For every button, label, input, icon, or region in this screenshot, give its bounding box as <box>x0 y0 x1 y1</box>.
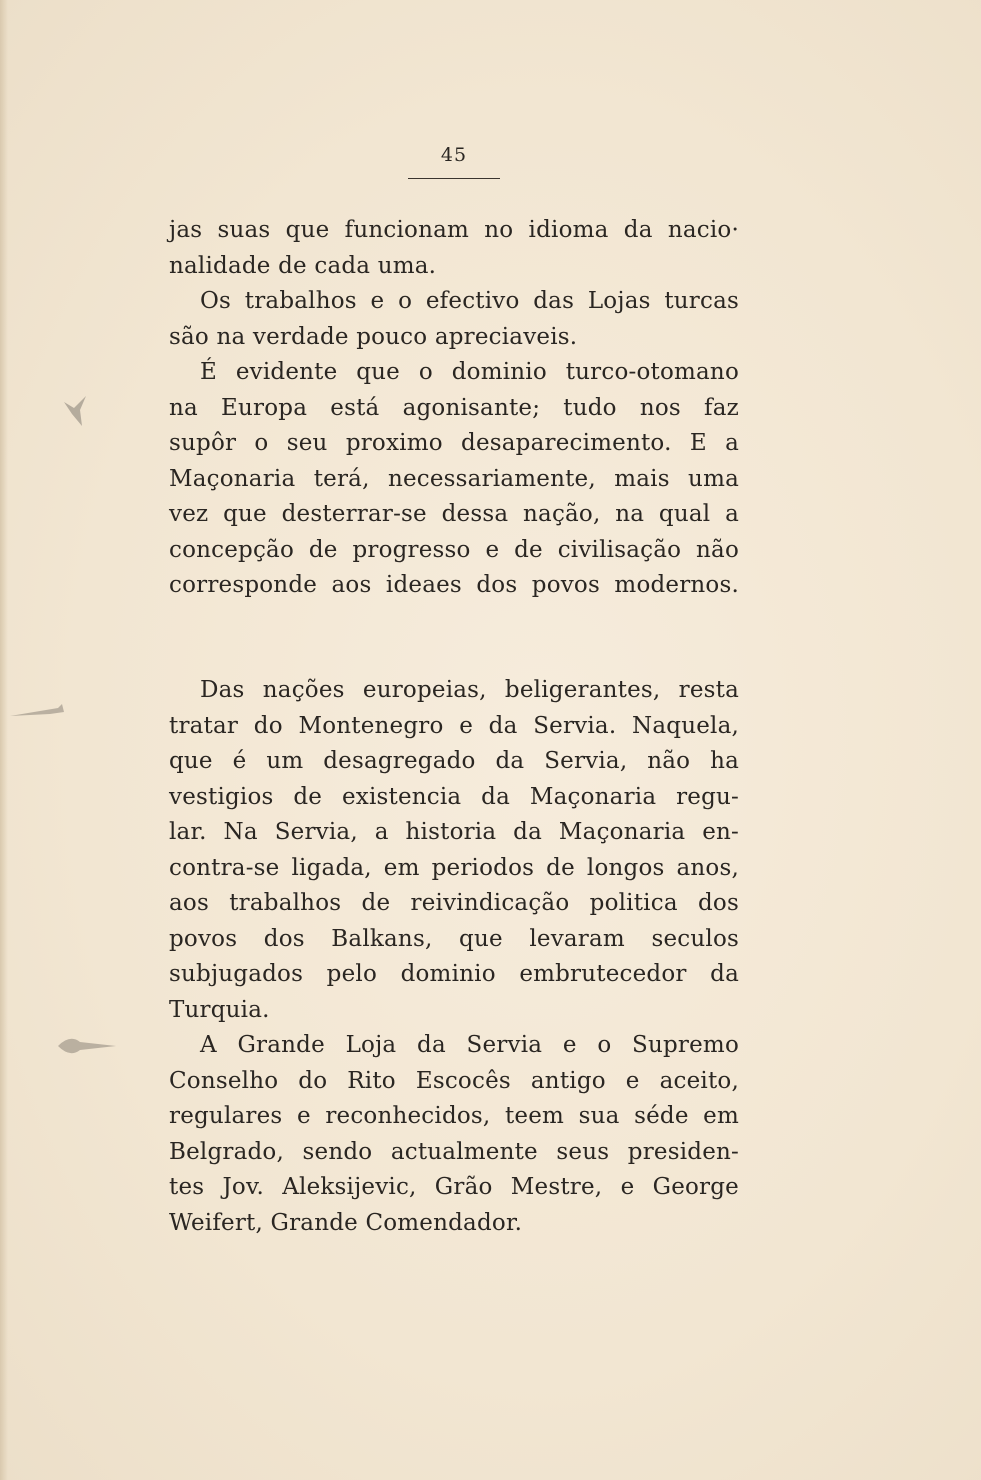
text-line: povos dos Balkans, que levaram seculos <box>169 925 739 952</box>
text-line: subjugados pelo dominio embrutecedor da <box>169 961 739 987</box>
text-line: Conselho do Rito Escocês antigo e aceito, <box>169 1067 739 1094</box>
text-line: contra-se ligada, em periodos de longos anos, <box>169 854 739 881</box>
text-line: regulares e reconhecidos, teem sua séde em <box>169 1103 739 1129</box>
text-line: nalidade de cada uma. <box>169 252 437 279</box>
text-line: Maçonaria terá, necessariamente, mais uma <box>169 465 739 492</box>
page-edge-shadow <box>0 0 8 1480</box>
text-line: corresponde aos ideaes dos povos modernos. <box>169 572 739 598</box>
text-line: vestigios de existencia da Maçonaria regu- <box>169 783 739 810</box>
text-line: são na verdade pouco apreciaveis. <box>169 323 578 350</box>
text-line: tratar do Montenegro e da Servia. Naquela, <box>169 712 739 739</box>
text-line: aos trabalhos de reivindicação politica dos <box>169 890 739 916</box>
text-block-2 <box>169 673 739 1241</box>
text-line: É evidente que o dominio turco-otomano <box>200 359 739 385</box>
text-line: na Europa está agonisante; tudo nos faz <box>169 394 739 421</box>
text-block-1 <box>169 213 739 604</box>
page-number: 45 <box>440 144 468 166</box>
text-line: Turquia. <box>169 996 270 1023</box>
page-number-rule <box>408 178 500 179</box>
margin-arrow-icon <box>8 690 68 730</box>
text-line: Belgrado, sendo actualmente seus presiden- <box>169 1138 739 1165</box>
margin-mark-icon <box>58 392 94 432</box>
text-line: jas suas que funcionam no idioma da nacio· <box>169 217 739 243</box>
text-line: vez que desterrar-se dessa nação, na qual a <box>169 501 739 527</box>
text-line: que é um desagregado da Servia, não ha <box>169 748 739 774</box>
text-line: supôr o seu proximo desaparecimento. E a <box>169 430 739 456</box>
text-line: lar. Na Servia, a historia da Maçonaria en- <box>169 819 739 845</box>
margin-hand-icon <box>56 1030 120 1062</box>
text-line: tes Jov. Aleksijevic, Grão Mestre, e George <box>169 1174 739 1200</box>
text-line: Weifert, Grande Comendador. <box>169 1209 523 1236</box>
text-line: concepção de progresso e de civilisação não <box>169 536 739 563</box>
text-line: Os trabalhos e o efectivo das Lojas turcas <box>200 288 739 314</box>
text-line: Das nações europeias, beligerantes, resta <box>200 677 739 703</box>
text-line: A Grande Loja da Servia e o Supremo <box>200 1032 739 1058</box>
